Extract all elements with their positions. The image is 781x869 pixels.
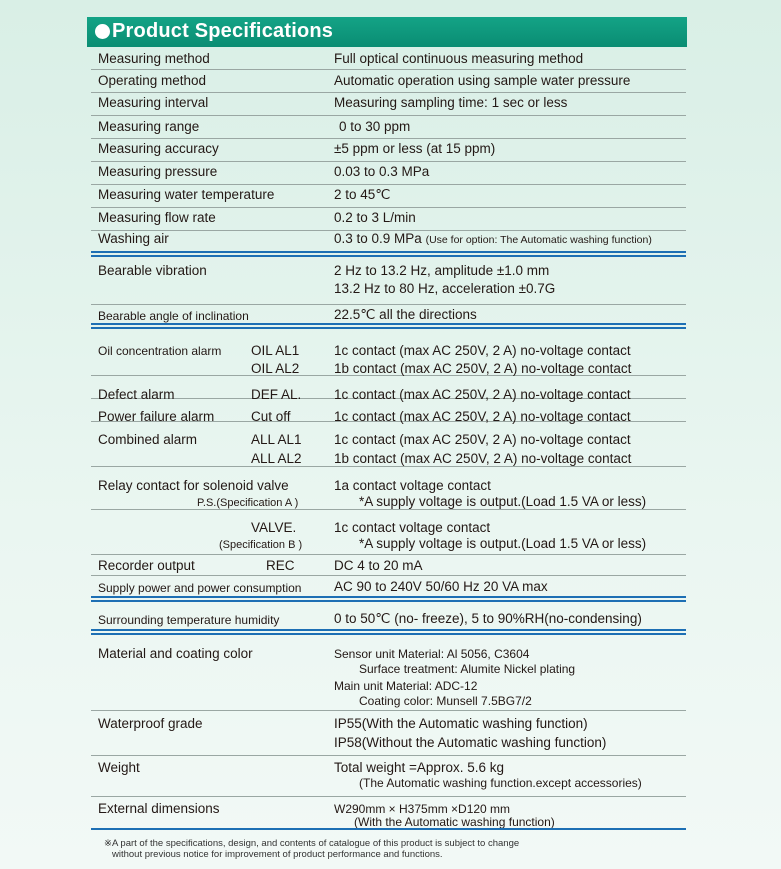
spec-row-inclination xyxy=(91,305,686,323)
spec-label: Material and coating color xyxy=(98,646,253,661)
spec-value: 1c contact (max AC 250V, 2 A) no-voltage contact xyxy=(334,409,631,424)
spec-row-measuring-pressure xyxy=(91,162,686,185)
spec-value: ±5 ppm or less (at 15 ppm) xyxy=(334,141,496,156)
spec-value: 1c contact (max AC 250V, 2 A) no-voltage contact xyxy=(334,387,631,402)
spec-value: *A supply voltage is output.(Load 1.5 VA or less) xyxy=(359,494,647,509)
footnote-line: without previous notice for improvement of product performance and functions. xyxy=(112,849,443,860)
spec-value: 0.03 to 0.3 MPa xyxy=(334,164,430,179)
spec-sublabel: DEF AL. xyxy=(251,387,302,402)
spec-table xyxy=(91,47,686,830)
spec-label: Measuring accuracy xyxy=(98,141,219,156)
bullet-icon xyxy=(95,24,110,39)
spec-value: 1b contact (max AC 250V, 2 A) no-voltage contact xyxy=(334,451,632,466)
spec-sublabel: ALL AL1 xyxy=(251,432,302,447)
spec-value: *A supply voltage is output.(Load 1.5 VA or less) xyxy=(359,536,647,551)
spec-value: AC 90 to 240V 50/60 Hz 20 VA max xyxy=(334,579,548,594)
spec-row-measuring-range xyxy=(91,116,686,139)
spec-label: Measuring method xyxy=(98,51,210,66)
spec-label: Recorder output xyxy=(98,558,195,573)
spec-label: Operating method xyxy=(98,73,207,88)
spec-value: 1a contact voltage contact xyxy=(334,478,491,493)
spec-label: Power failure alarm xyxy=(98,409,215,424)
spec-value: 1b contact (max AC 250V, 2 A) no-voltage contact xyxy=(334,361,632,376)
spec-sublabel: P.S.(Specification A ) xyxy=(197,497,299,509)
spec-sublabel: (Specification B ) xyxy=(219,539,303,551)
spec-row-defect-alarm xyxy=(91,376,686,402)
spec-sublabel: ALL AL2 xyxy=(251,451,302,466)
spec-row-supply-power xyxy=(91,576,686,596)
spec-row-relay-a xyxy=(91,467,686,510)
spec-sublabel: VALVE. xyxy=(251,520,297,535)
group-separator xyxy=(91,596,686,602)
spec-value xyxy=(334,231,652,248)
spec-row-waterproof xyxy=(91,711,686,756)
spec-value: Total weight =Approx. 5.6 kg xyxy=(334,760,504,775)
spec-sublabel: Cut off xyxy=(251,409,291,424)
spec-row-humidity xyxy=(91,603,686,625)
spec-value: Measuring sampling time: 1 sec or less xyxy=(334,95,568,110)
spec-row-measuring-accuracy xyxy=(91,139,686,162)
spec-row-recorder xyxy=(91,555,686,576)
spec-row-oil-alarm xyxy=(91,331,686,376)
spec-value: 1c contact (max AC 250V, 2 A) no-voltage contact xyxy=(334,343,631,358)
spec-label: Measuring range xyxy=(98,119,200,134)
spec-value: 13.2 Hz to 80 Hz, acceleration ±0.7G xyxy=(334,281,556,296)
spec-label: Bearable vibration xyxy=(98,263,207,278)
spec-row-power-failure xyxy=(91,399,686,422)
spec-row-relay-b xyxy=(91,510,686,555)
spec-value: Coating color: Munsell 7.5BG7/2 xyxy=(359,694,532,708)
spec-value: Sensor unit Material: Al 5056, C3604 xyxy=(334,647,530,661)
spec-label: External dimensions xyxy=(98,801,220,816)
spec-value: IP55(With the Automatic washing function) xyxy=(334,716,588,731)
spec-row-measuring-method xyxy=(91,47,686,70)
spec-label: Measuring interval xyxy=(98,95,209,110)
spec-label: Supply power and power consumption xyxy=(98,581,302,595)
spec-value: 1c contact (max AC 250V, 2 A) no-voltage contact xyxy=(334,432,631,447)
spec-row-combined-alarm xyxy=(91,422,686,467)
spec-value: (With the Automatic washing function) xyxy=(354,815,555,829)
footnote-line: ※A part of the specifications, design, and contents of catalogue of this product is subject to change xyxy=(104,838,520,849)
spec-row-vibration xyxy=(91,259,686,305)
spec-row-water-temperature xyxy=(91,185,686,208)
spec-label: Measuring water temperature xyxy=(98,187,275,202)
spec-row-measuring-interval xyxy=(91,93,686,116)
spec-value: 2 to 45℃ xyxy=(334,187,391,202)
spec-value: Full optical continuous measuring method xyxy=(334,51,584,66)
spec-row-flow-rate xyxy=(91,208,686,231)
spec-value: 22.5℃ all the directions xyxy=(334,307,477,322)
group-separator xyxy=(91,323,686,329)
spec-value: 0 to 50℃ (no- freeze), 5 to 90%RH(no-condensing) xyxy=(334,611,642,626)
spec-value-note: (Use for option: The Automatic washing function) xyxy=(425,234,652,246)
spec-label: Waterproof grade xyxy=(98,716,203,731)
spec-label: Surrounding temperature humidity xyxy=(98,613,280,627)
spec-value: 0 to 30 ppm xyxy=(339,119,411,134)
group-separator xyxy=(91,251,686,257)
section-title: Product Specifications xyxy=(112,20,334,42)
spec-label: Oil concentration alarm xyxy=(98,344,222,358)
spec-row-material xyxy=(91,637,686,711)
spec-label: Measuring pressure xyxy=(98,164,218,179)
spec-row-washing-air xyxy=(91,231,686,253)
spec-value: 1c contact voltage contact xyxy=(334,520,491,535)
group-separator xyxy=(91,629,686,635)
spec-value-main: 0.3 to 0.9 MPa xyxy=(334,231,422,246)
spec-value: IP58(Without the Automatic washing function) xyxy=(334,735,607,750)
spec-value: DC 4 to 20 mA xyxy=(334,558,423,573)
spec-label: Bearable angle of inclination xyxy=(98,309,249,323)
spec-label: Combined alarm xyxy=(98,432,198,447)
spec-label: Weight xyxy=(98,760,140,775)
spec-value: 0.2 to 3 L/min xyxy=(334,210,416,225)
spec-sublabel: OIL AL2 xyxy=(251,361,300,376)
table-bottom-rule xyxy=(91,828,686,830)
spec-row-weight xyxy=(91,756,686,797)
footnote xyxy=(104,838,519,860)
spec-value: W290mm × H375mm ×D120 mm xyxy=(334,802,511,816)
spec-value: 2 Hz to 13.2 Hz, amplitude ±1.0 mm xyxy=(334,263,550,278)
spec-sublabel: OIL AL1 xyxy=(251,343,300,358)
spec-label: Measuring flow rate xyxy=(98,210,216,225)
spec-label: Defect alarm xyxy=(98,387,175,402)
section-header xyxy=(87,17,687,47)
spec-value: (The Automatic washing function.except accessories) xyxy=(359,776,642,790)
spec-row-operating-method xyxy=(91,70,686,93)
spec-value: Surface treatment: Alumite Nickel plating xyxy=(359,662,576,676)
spec-value: Automatic operation using sample water pressure xyxy=(334,73,631,88)
spec-label: Relay contact for solenoid valve xyxy=(98,478,289,493)
spec-label: Washing air xyxy=(98,231,169,246)
spec-value: Main unit Material: ADC-12 xyxy=(334,679,478,693)
spec-sublabel: REC xyxy=(266,558,295,573)
spec-row-dimensions xyxy=(91,797,686,830)
